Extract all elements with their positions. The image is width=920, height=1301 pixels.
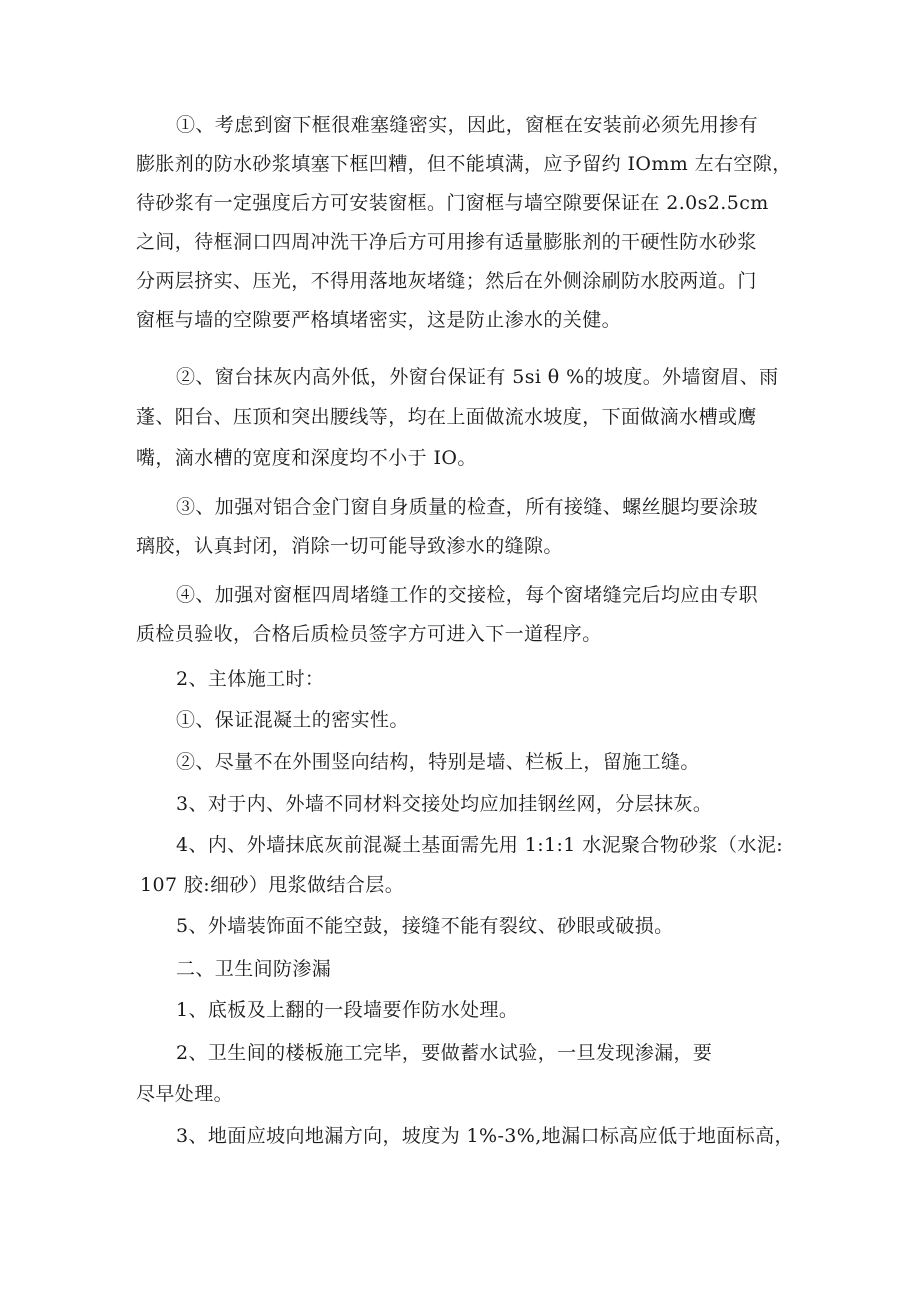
text-line-12: ④、加强对窗框四周堵缝工作的交接检，每个窗堵缝完后均应由专职 xyxy=(176,584,759,606)
text-line-11: 璃胶，认真封闭，消除一切可能导致渗水的缝隙。 xyxy=(136,535,563,557)
text-line-1: ①、考虑到窗下框很难塞缝密实，因此，窗框在安装前必须先用掺有 xyxy=(176,114,759,136)
text-line-21: 二、卫生间防渗漏 xyxy=(176,958,332,980)
text-line-16: ②、尽量不在外围竖向结构，特别是墙、栏板上，留施工缝。 xyxy=(176,751,700,773)
text-line-13: 质检员验收，合格后质检员签字方可进入下一道程序。 xyxy=(136,623,602,645)
text-line-25: 3、地面应坡向地漏方向，坡度为 1%-3%,地漏口标高应低于地面标高， xyxy=(176,1125,794,1147)
text-line-9: 嘴，滴水槽的宽度和深度均不小于 IO。 xyxy=(136,447,477,469)
text-line-19: 107 胶:细砂）甩浆做结合层。 xyxy=(140,874,405,896)
text-line-23: 2、卫生间的楼板施工完毕，要做蓄水试验，一旦发现渗漏，要 xyxy=(176,1042,713,1064)
text-line-4: 之间，待框洞口四周冲洗干净后方可用掺有适量膨胀剂的干硬性防水砂浆 xyxy=(136,231,757,253)
text-line-14: 2、主体施工时： xyxy=(176,668,325,690)
text-line-2: 膨胀剂的防水砂浆填塞下框凹糟，但不能填满，应予留约 IOmm 左右空隙， xyxy=(136,153,792,175)
text-line-20: 5、外墙装饰面不能空鼓，接缝不能有裂纹、砂眼或破损。 xyxy=(176,915,674,937)
text-line-15: ①、保证混凝土的密实性。 xyxy=(176,709,409,731)
text-line-18: 4、内、外墙抹底灰前混凝土基面需先用 1:1:1 水泥聚合物砂浆（水泥: xyxy=(176,834,784,856)
text-line-24: 尽早处理。 xyxy=(136,1083,234,1105)
text-line-22: 1、底板及上翻的一段墙要作防水处理。 xyxy=(176,999,519,1021)
text-line-6: 窗框与墙的空隙要严格填堵密实，这是防止渗水的关健。 xyxy=(136,309,622,331)
text-line-10: ③、加强对铝合金门窗自身质量的检查，所有接缝、螺丝腿均要涂玻 xyxy=(176,496,759,518)
text-line-5: 分两层挤实、压光，不得用落地灰堵缝；然后在外侧涂刷防水胶两道。门 xyxy=(136,270,757,292)
text-line-8: 蓬、阳台、压顶和突出腰线等，均在上面做流水坡度，下面做滴水槽或鹰 xyxy=(136,406,757,428)
text-line-17: 3、对于内、外墙不同材料交接处均应加挂钢丝网，分层抹灰。 xyxy=(176,793,713,815)
text-line-7: ②、窗台抹灰内高外低，外窗台保证有 5si θ %的坡度。外墙窗眉、雨 xyxy=(176,366,779,388)
text-line-3: 待砂浆有一定强度后方可安装窗框。门窗框与墙空隙要保证在 2.0s2.5cm xyxy=(136,192,769,214)
